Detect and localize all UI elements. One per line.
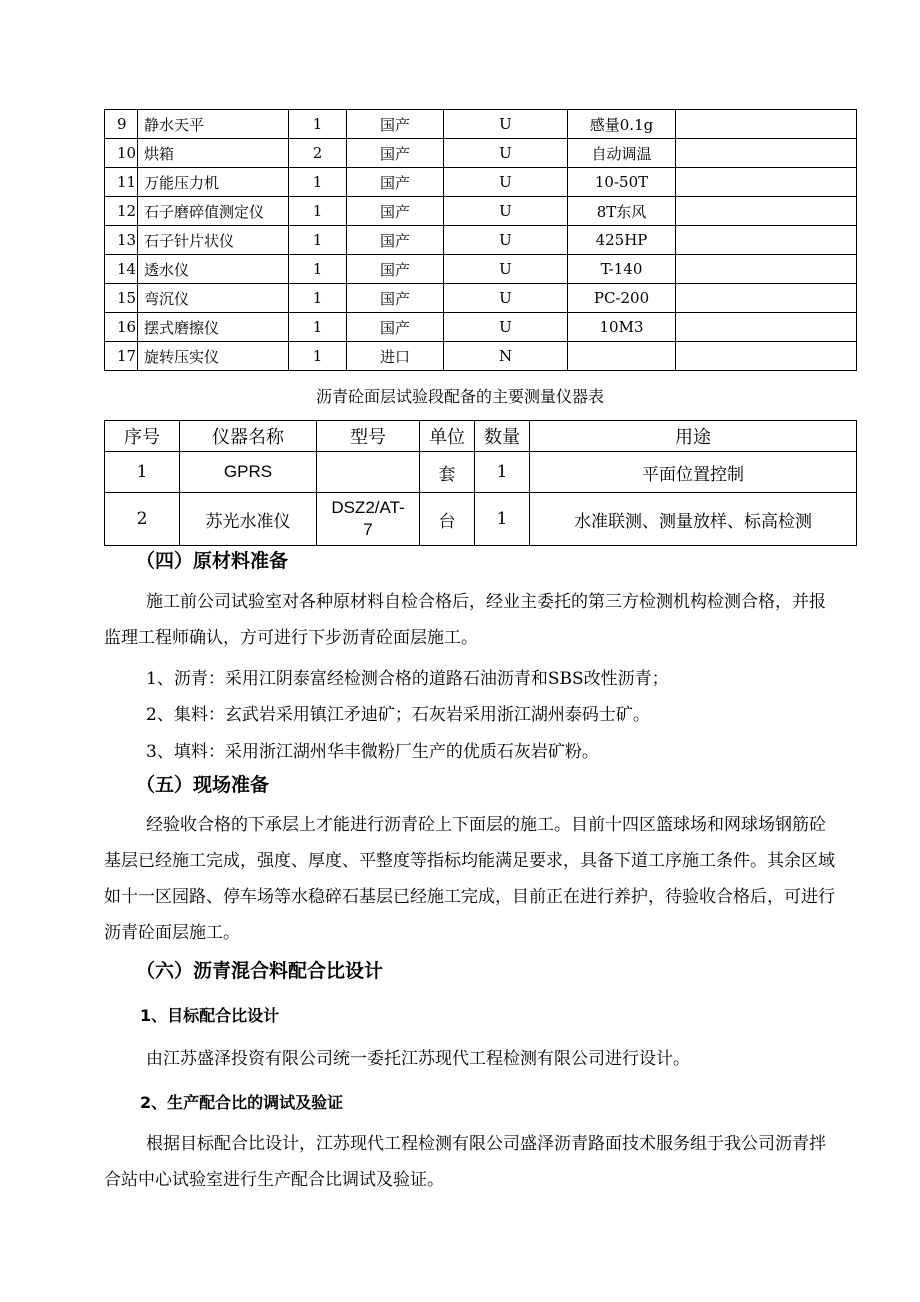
cell-status: U <box>444 284 568 313</box>
section4-intro: 施工前公司试验室对各种原材料自检合格后，经业主委托的第三方检测机构检测合格，并报监理工程师确认，方可进行下步沥青砼面层施工。 <box>104 592 826 648</box>
table-row <box>105 197 857 226</box>
cell-blank <box>676 226 857 255</box>
section5-heading: （五）现场准备 <box>136 774 270 796</box>
cell-name: 烘箱 <box>138 139 289 168</box>
cell-origin: 国产 <box>347 168 444 197</box>
cell-origin: 国产 <box>347 226 444 255</box>
cell-no: 15 <box>105 284 138 313</box>
cell-name: 苏光水准仪 <box>180 493 317 546</box>
cell-qty: 1 <box>289 342 347 371</box>
header-cell: 用途 <box>530 421 857 452</box>
cell-spec: 8T东风 <box>568 197 676 226</box>
cell-spec: PC-200 <box>568 284 676 313</box>
table-header-row <box>105 421 857 452</box>
cell-spec: 425HP <box>568 226 676 255</box>
table-row <box>105 493 857 546</box>
table-row <box>105 452 857 493</box>
cell-origin: 国产 <box>347 255 444 284</box>
section5-body: 经验收合格的下承层上才能进行沥青砼上下面层的施工。目前十四区篮球场和网球场钢筋砼基层已经施工完成，强度、厚度、平整度等指标均能满足要求，具备下道工序施工条件。其余区域如十一区园路、停车场等水稳碎石基层已经施工完成，目前正在进行养护，待验收合格后，可进行沥青砼面层施工。 <box>104 815 835 943</box>
section4-heading: （四）原材料准备 <box>136 550 289 572</box>
cell-name: 静水天平 <box>138 110 289 139</box>
cell-qty: 1 <box>289 226 347 255</box>
section4-item-2: 2、集料：玄武岩采用镇江矛迪矿；石灰岩采用浙江湖州泰码士矿。 <box>146 705 650 725</box>
cell-qty: 1 <box>289 284 347 313</box>
header-cell: 序号 <box>105 421 180 452</box>
cell-status: U <box>444 255 568 284</box>
cell-status: N <box>444 342 568 371</box>
cell-unit: 套 <box>420 452 475 493</box>
cell-model <box>317 452 420 493</box>
cell-blank <box>676 110 857 139</box>
cell-origin: 国产 <box>347 313 444 342</box>
cell-blank <box>676 197 857 226</box>
header-cell: 仪器名称 <box>180 421 317 452</box>
header-cell: 数量 <box>475 421 530 452</box>
cell-origin: 国产 <box>347 139 444 168</box>
cell-blank <box>676 255 857 284</box>
cell-qty: 1 <box>475 452 530 493</box>
cell-blank <box>676 284 857 313</box>
cell-name: 石子针片状仪 <box>138 226 289 255</box>
cell-qty: 1 <box>289 168 347 197</box>
cell-qty: 1 <box>289 255 347 284</box>
cell-name: 弯沉仪 <box>138 284 289 313</box>
section4-item-1: 1、沥青：采用江阴泰富经检测合格的道路石油沥青和SBS改性沥青； <box>146 669 669 689</box>
cell-no: 14 <box>105 255 138 284</box>
table-row <box>105 284 857 313</box>
cell-qty: 1 <box>475 493 530 546</box>
cell-name: GPRS <box>180 452 317 493</box>
cell-blank <box>676 139 857 168</box>
cell-no: 12 <box>105 197 138 226</box>
cell-spec: T-140 <box>568 255 676 284</box>
cell-no: 11 <box>105 168 138 197</box>
section6-sub1-heading: 1、目标配合比设计 <box>140 1006 280 1025</box>
cell-model: DSZ2/AT-7 <box>317 493 420 546</box>
section6-sub2-body: 根据目标配合比设计，江苏现代工程检测有限公司盛泽沥青路面技术服务组于我公司沥青拌合站中心试验室进行生产配合比调试及验证。 <box>104 1134 826 1190</box>
table-row <box>105 139 857 168</box>
cell-no: 10 <box>105 139 138 168</box>
cell-blank <box>676 168 857 197</box>
table-row <box>105 226 857 255</box>
survey-instrument-table <box>104 420 857 546</box>
cell-spec: 感量0.1g <box>568 110 676 139</box>
cell-qty: 1 <box>289 197 347 226</box>
section6-heading: （六）沥青混合料配合比设计 <box>136 960 384 982</box>
cell-status: U <box>444 197 568 226</box>
cell-spec: 10M3 <box>568 313 676 342</box>
cell-origin: 国产 <box>347 110 444 139</box>
cell-status: U <box>444 226 568 255</box>
cell-no: 9 <box>105 110 138 139</box>
cell-spec <box>568 342 676 371</box>
cell-unit: 台 <box>420 493 475 546</box>
cell-use: 水准联测、测量放样、标高检测 <box>530 493 857 546</box>
cell-status: U <box>444 110 568 139</box>
cell-name: 万能压力机 <box>138 168 289 197</box>
cell-status: U <box>444 313 568 342</box>
cell-spec: 10-50T <box>568 168 676 197</box>
section6-sub1-body: 由江苏盛泽投资有限公司统一委托江苏现代工程检测有限公司进行设计。 <box>146 1049 690 1069</box>
cell-no: 17 <box>105 342 138 371</box>
cell-origin: 国产 <box>347 284 444 313</box>
cell-name: 摆式磨擦仪 <box>138 313 289 342</box>
cell-name: 石子磨碎值测定仪 <box>138 197 289 226</box>
cell-name: 旋转压实仪 <box>138 342 289 371</box>
cell-no: 13 <box>105 226 138 255</box>
table-row <box>105 342 857 371</box>
cell-qty: 2 <box>289 139 347 168</box>
cell-no: 2 <box>105 493 180 546</box>
cell-blank <box>676 342 857 371</box>
cell-use: 平面位置控制 <box>530 452 857 493</box>
table-row <box>105 110 857 139</box>
table-row <box>105 168 857 197</box>
header-cell: 单位 <box>420 421 475 452</box>
cell-no: 1 <box>105 452 180 493</box>
survey-table-caption: 沥青砼面层试验段配备的主要测量仪器表 <box>315 387 604 406</box>
header-cell: 型号 <box>317 421 420 452</box>
equipment-table <box>104 109 857 371</box>
cell-qty: 1 <box>289 313 347 342</box>
cell-origin: 进口 <box>347 342 444 371</box>
cell-no: 16 <box>105 313 138 342</box>
cell-status: U <box>444 139 568 168</box>
section4-item-3: 3、填料：采用浙江湖州华丰微粉厂生产的优质石灰岩矿粉。 <box>146 742 599 762</box>
cell-name: 透水仪 <box>138 255 289 284</box>
cell-qty: 1 <box>289 110 347 139</box>
table-row <box>105 255 857 284</box>
cell-origin: 国产 <box>347 197 444 226</box>
section6-sub2-heading: 2、生产配合比的调试及验证 <box>140 1093 344 1112</box>
table-row <box>105 313 857 342</box>
cell-status: U <box>444 168 568 197</box>
cell-spec: 自动调温 <box>568 139 676 168</box>
cell-blank <box>676 313 857 342</box>
